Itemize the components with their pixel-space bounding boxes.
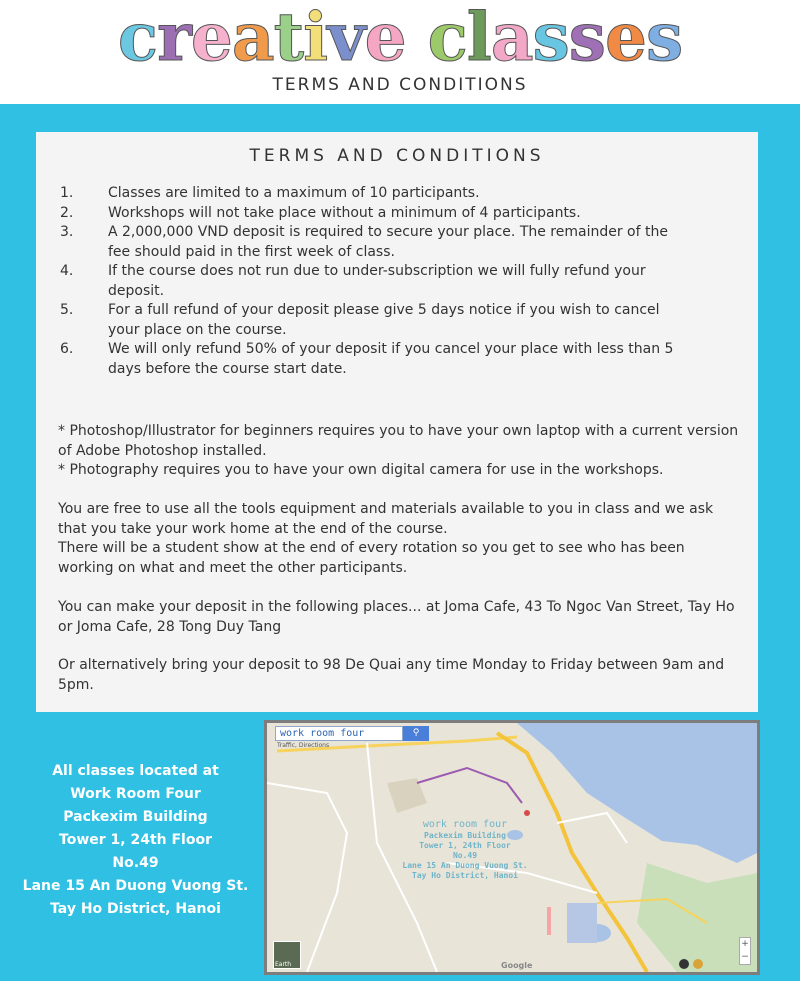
block-shape — [387, 778, 427, 813]
term-item: 5. For a full refund of your deposit please give 5 days notice if you wish to cancel your place on the course. — [60, 302, 660, 338]
brand-logo — [0, 0, 800, 76]
page-subtitle: TERMS AND CONDITIONS — [272, 75, 528, 95]
student-show-paragraph: There will be a student show at the end of every rotation so you get to see who has been working on what and meet the other participants. — [58, 540, 685, 576]
zoom-control[interactable] — [739, 937, 751, 965]
brand-letter: a — [490, 0, 533, 76]
brand-letter: e — [364, 0, 406, 76]
term-item: 6. We will only refund 50% of your deposit if you cancel your place with less than 5 days before the course start date. — [60, 341, 674, 377]
page-header — [0, 0, 800, 104]
term-item: 2. Workshops will not take place without a minimum of 4 participants. — [60, 204, 581, 221]
address-line: Tower 1, 24th Floor — [59, 832, 212, 848]
brand-letter: v — [327, 0, 365, 76]
address-line: Work Room Four — [70, 786, 201, 802]
zoom-in-button[interactable]: + — [741, 939, 749, 949]
address-line: All classes located at — [52, 763, 219, 779]
term-item: 1. Classes are limited to a maximum of 10 participants. — [60, 185, 480, 201]
alternative-deposit-paragraph: Or alternatively bring your deposit to 98 De Quai any time Monday to Friday between 9am and 5pm. — [58, 657, 725, 693]
zoom-out-button[interactable]: − — [741, 952, 749, 962]
note-photoshop: * Photoshop/Illustrator for beginners requires you to have your own laptop with a current version of Adobe Photoshop installed. — [58, 423, 739, 459]
address-line: No.49 — [112, 855, 159, 871]
brand-letter: i — [303, 0, 328, 76]
note-photography: * Photography requires you to have your own digital camera for use in the workshops. — [58, 462, 664, 478]
address-block — [8, 760, 263, 921]
location-pin-icon[interactable] — [524, 810, 530, 816]
brand-letter: c — [427, 0, 467, 76]
brand-letter: c — [117, 0, 158, 76]
brand-letter: s — [532, 0, 569, 76]
lake-shape — [517, 723, 757, 863]
brand-letter: s — [645, 0, 683, 76]
map-location-label: work room four Packexim Building Tower 1, 24th Floor No.49 Lane 15 An Duong Vuong St. Tay Ho District, Hanoi — [402, 819, 528, 880]
pegman-icon[interactable] — [693, 959, 703, 969]
google-logo: Google — [501, 961, 533, 970]
brand-letter: r — [157, 0, 191, 76]
term-item: 3. A 2,000,000 VND deposit is required to secure your place. The remainder of the fee should paid in the first week of class. — [60, 224, 668, 260]
route-line — [417, 768, 522, 803]
help-icon[interactable] — [679, 959, 689, 969]
brand-letter: e — [604, 0, 646, 76]
term-item: 4. If the course does not run due to under-subscription we will fully refund your deposit. — [60, 263, 646, 299]
location-map[interactable] — [264, 720, 760, 975]
block-shape — [547, 907, 551, 935]
brand-letter: l — [466, 0, 491, 76]
search-icon[interactable]: ⚲ — [403, 726, 429, 741]
earth-view-label: Earth — [275, 961, 292, 968]
deposit-paragraph: You can make your deposit in the following places... at Joma Cafe, 43 To Ngoc Van Street, Tay Ho or Joma Cafe, 28 Tong Duy Tang — [58, 599, 735, 635]
brand-letter: e — [190, 0, 232, 76]
address-line: Tay Ho District, Hanoi — [50, 901, 221, 917]
brand-letter: s — [568, 0, 605, 76]
map-sublinks[interactable]: Traffic, Directions — [277, 742, 330, 749]
map-search-input[interactable]: work room four — [275, 726, 403, 741]
terms-title: TERMS AND CONDITIONS — [249, 146, 545, 166]
address-line: Packexim Building — [63, 809, 208, 825]
block-shape — [567, 903, 597, 943]
address-line: Lane 15 An Duong Vuong St. — [22, 878, 249, 894]
brand-letter: a — [231, 0, 274, 76]
terms-panel — [36, 132, 758, 712]
terms-list — [60, 184, 740, 379]
tools-paragraph: You are free to use all the tools equipment and materials available to you in class and we ask that you take your work home at the end of the course. — [58, 501, 714, 537]
brand-letter: t — [273, 0, 304, 76]
